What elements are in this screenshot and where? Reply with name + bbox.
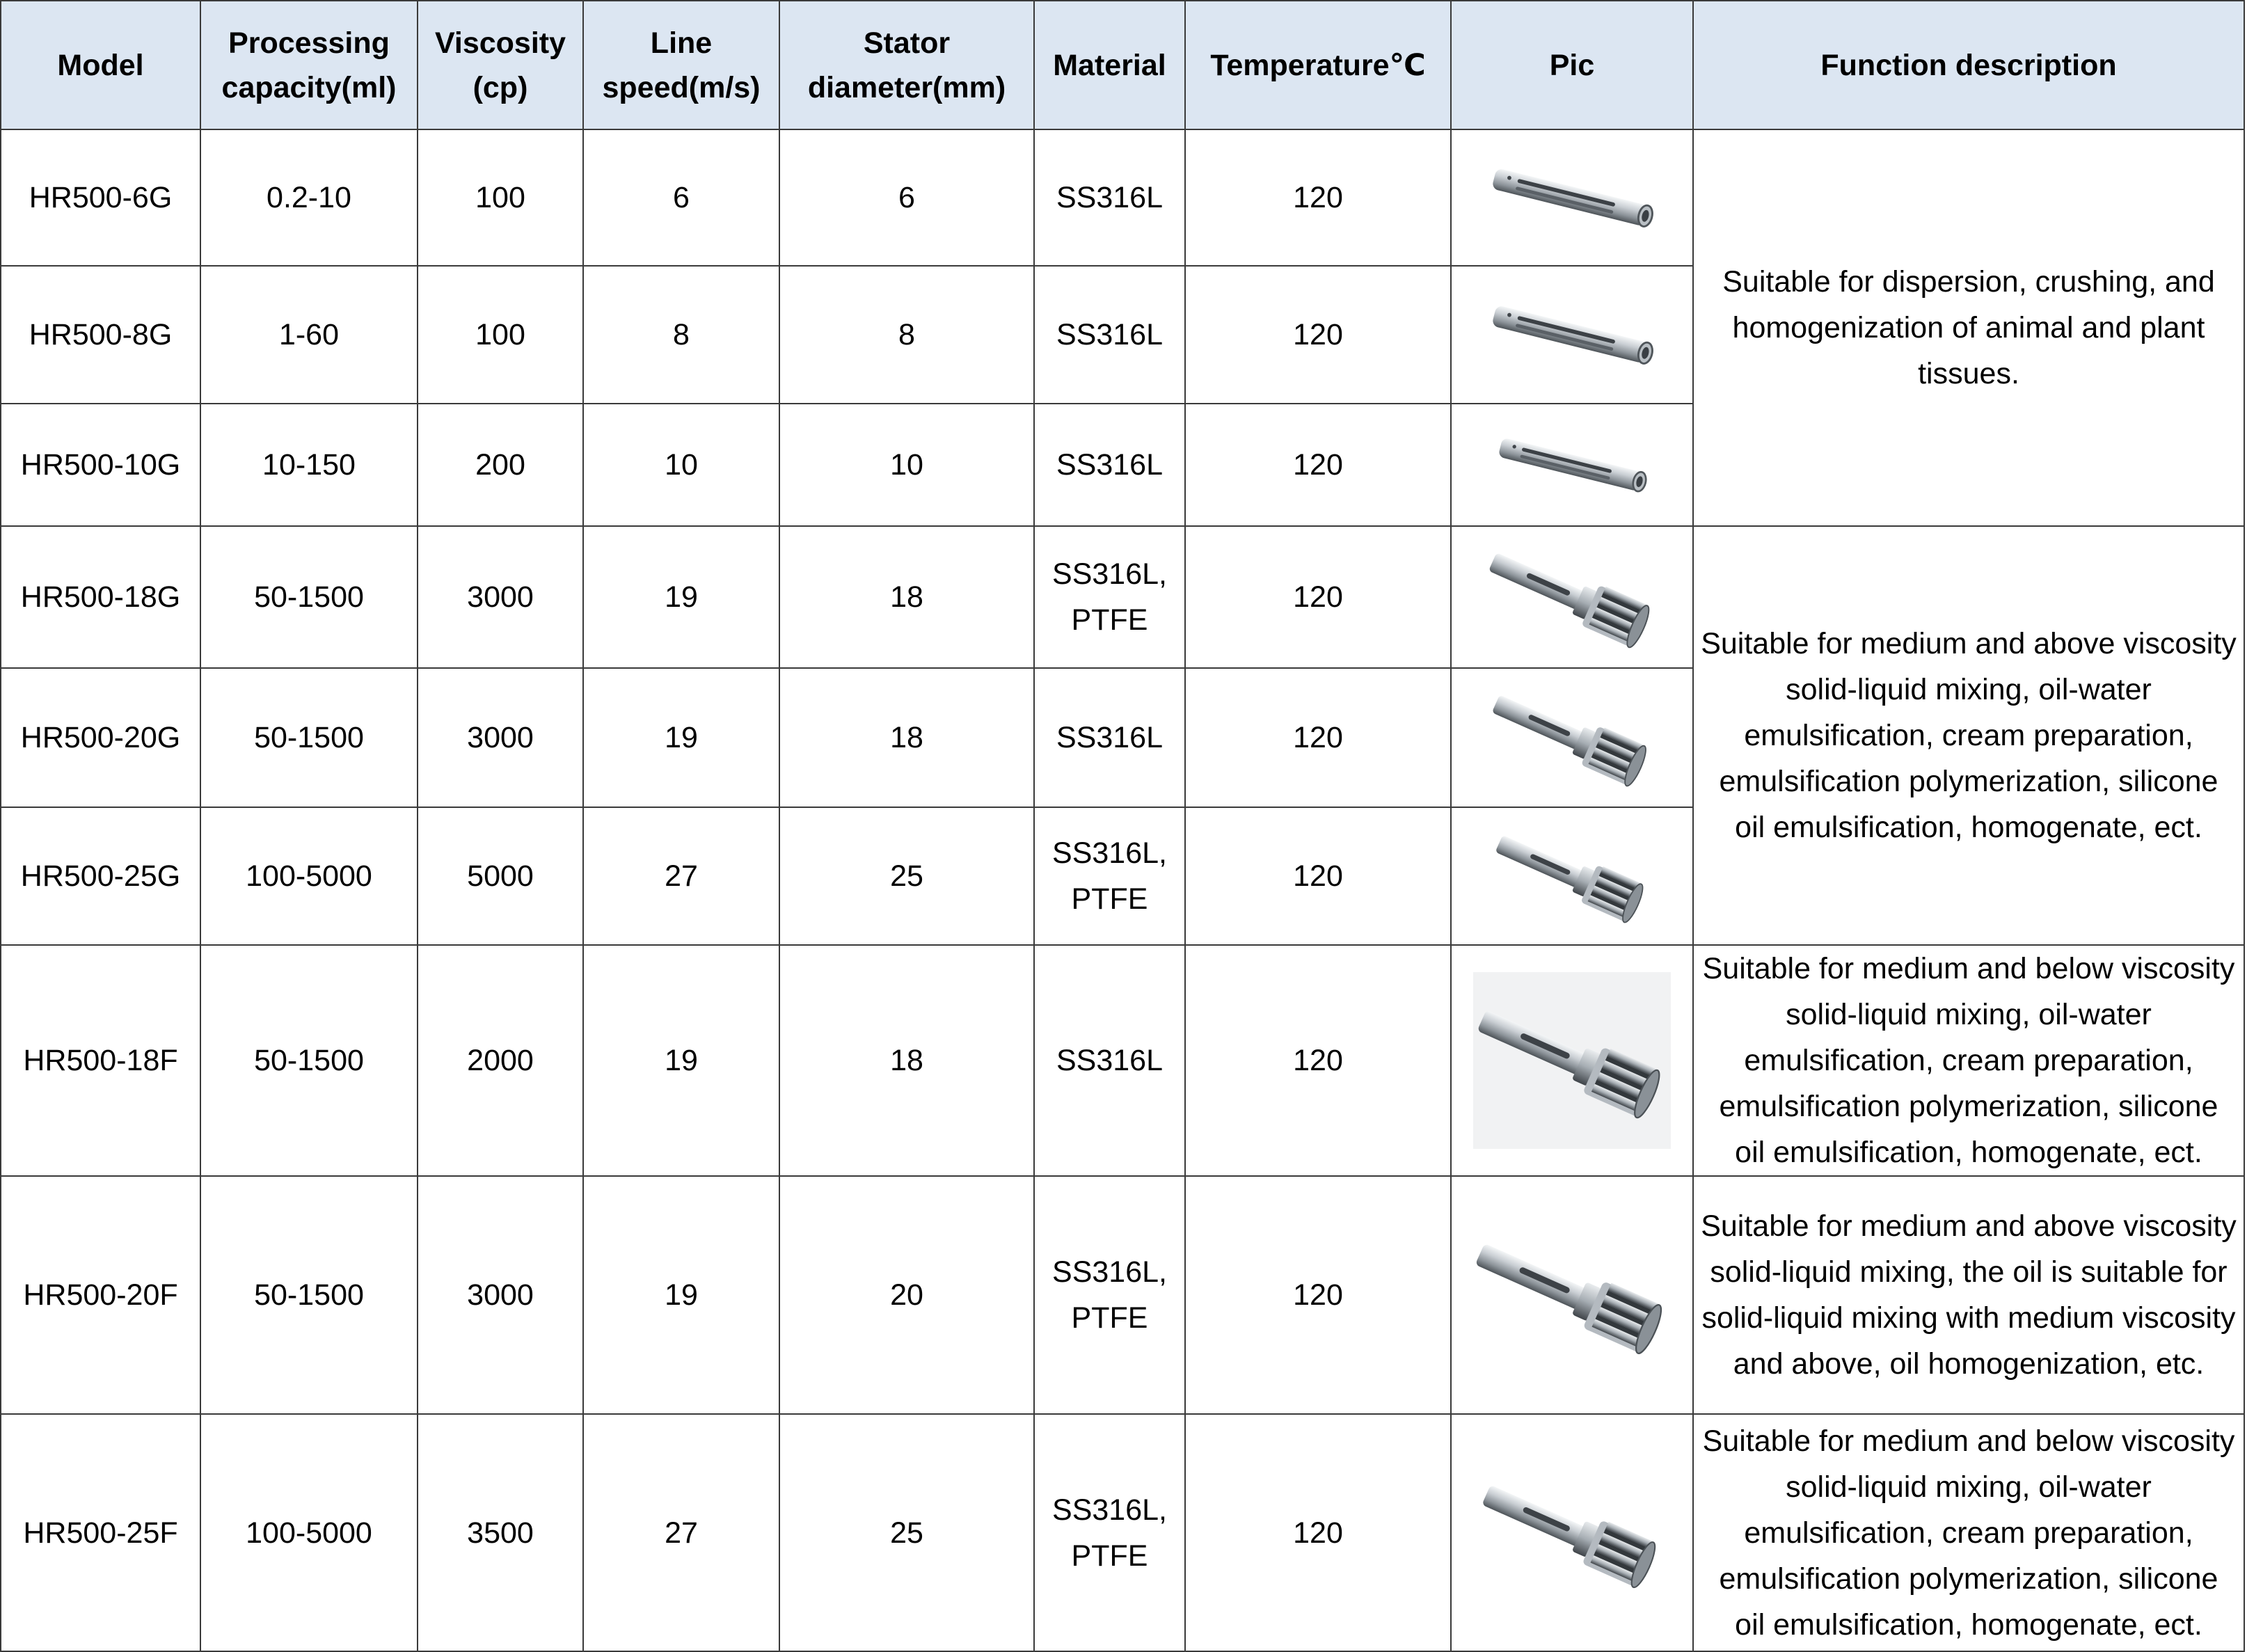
cell-temperature: 120 — [1185, 266, 1451, 404]
cell-viscosity: 100 — [418, 266, 583, 404]
cell-material: SS316L — [1034, 945, 1185, 1176]
cell-material: SS316L — [1034, 404, 1185, 526]
table-row — [1, 129, 2244, 266]
cell-capacity: 100-5000 — [200, 807, 418, 945]
cell-temperature: 120 — [1185, 526, 1451, 668]
cell-model: HR500-10G — [1, 404, 200, 526]
cell-material: SS316L — [1034, 129, 1185, 266]
cell-function-description: Suitable for medium and below viscosity solid-liquid mixing, oil-water emulsification, cream preparation, emulsification polymerization, silicone oil emulsification, homogenate, ect. — [1693, 1414, 2244, 1651]
cell-viscosity: 200 — [418, 404, 583, 526]
cell-line-speed: 10 — [583, 404, 779, 526]
cell-viscosity: 2000 — [418, 945, 583, 1176]
cell-model: HR500-18F — [1, 945, 200, 1176]
cell-function-description: Suitable for dispersion, crushing, and homogenization of animal and plant tissues. — [1693, 129, 2244, 526]
cell-material: SS316L — [1034, 668, 1185, 807]
cell-line-speed: 8 — [583, 266, 779, 404]
cell-viscosity: 5000 — [418, 807, 583, 945]
cell-model: HR500-8G — [1, 266, 200, 404]
table-row — [1, 945, 2244, 1176]
slotted-probe-icon — [1485, 156, 1659, 239]
header-function-description: Function description — [1693, 1, 2244, 129]
cell-temperature: 120 — [1185, 404, 1451, 526]
header-stator-diameter: Stator diameter(mm) — [779, 1, 1034, 129]
toothed-rotor-probe-icon — [1473, 972, 1671, 1149]
header-viscosity: Viscosity (cp) — [418, 1, 583, 129]
cell-function-description: Suitable for medium and above viscosity solid-liquid mixing, oil-water emulsification, cream preparation, emulsification polymerization, silicone oil emulsification, homogenate, ect. — [1693, 526, 2244, 945]
slotted-probe-icon — [1485, 289, 1659, 380]
cell-material: SS316L, PTFE — [1034, 807, 1185, 945]
cell-model: HR500-25G — [1, 807, 200, 945]
cell-viscosity: 3000 — [418, 526, 583, 668]
cell-line-speed: 27 — [583, 1414, 779, 1651]
cell-viscosity: 100 — [418, 129, 583, 266]
cell-stator-diameter: 25 — [779, 807, 1034, 945]
cell-line-speed: 19 — [583, 1176, 779, 1414]
header-row — [1, 1, 2244, 129]
cell-capacity: 50-1500 — [200, 1176, 418, 1414]
cell-model: HR500-6G — [1, 129, 200, 266]
table-row — [1, 1414, 2244, 1651]
cell-model: HR500-25F — [1, 1414, 200, 1651]
cell-model: HR500-20G — [1, 668, 200, 807]
header-capacity: Processing capacity(ml) — [200, 1, 418, 129]
cell-line-speed: 27 — [583, 807, 779, 945]
cell-temperature: 120 — [1185, 1176, 1451, 1414]
toothed-rotor-probe-icon — [1492, 820, 1652, 932]
cell-capacity: 1-60 — [200, 266, 418, 404]
cell-line-speed: 6 — [583, 129, 779, 266]
cell-line-speed: 19 — [583, 945, 779, 1176]
cell-material: SS316L, PTFE — [1034, 526, 1185, 668]
cell-pic — [1451, 526, 1693, 668]
cell-capacity: 50-1500 — [200, 668, 418, 807]
cell-stator-diameter: 18 — [779, 526, 1034, 668]
toothed-rotor-probe-icon — [1478, 1456, 1666, 1610]
cell-function-description: Suitable for medium and below viscosity solid-liquid mixing, oil-water emulsification, cream preparation, emulsification polymerization, silicone oil emulsification, homogenate, ect. — [1693, 945, 2244, 1176]
cell-viscosity: 3000 — [418, 1176, 583, 1414]
toothed-rotor-probe-icon — [1471, 1215, 1673, 1375]
cell-pic — [1451, 945, 1693, 1176]
cell-stator-diameter: 6 — [779, 129, 1034, 266]
cell-pic — [1451, 668, 1693, 807]
cell-stator-diameter: 18 — [779, 945, 1034, 1176]
cell-stator-diameter: 20 — [779, 1176, 1034, 1414]
cell-stator-diameter: 8 — [779, 266, 1034, 404]
cell-temperature: 120 — [1185, 807, 1451, 945]
toothed-rotor-probe-icon — [1488, 678, 1656, 797]
cell-viscosity: 3500 — [418, 1414, 583, 1651]
cell-capacity: 0.2-10 — [200, 129, 418, 266]
cell-stator-diameter: 25 — [779, 1414, 1034, 1651]
cell-material: SS316L — [1034, 266, 1185, 404]
cell-model: HR500-20F — [1, 1176, 200, 1414]
cell-stator-diameter: 18 — [779, 668, 1034, 807]
cell-temperature: 120 — [1185, 945, 1451, 1176]
cell-temperature: 120 — [1185, 1414, 1451, 1651]
table-row — [1, 526, 2244, 668]
slotted-probe-icon — [1492, 423, 1652, 507]
cell-model: HR500-18G — [1, 526, 200, 668]
header-material: Material — [1034, 1, 1185, 129]
table-row — [1, 1176, 2244, 1414]
header-line-speed: Line speed(m/s) — [583, 1, 779, 129]
header-model: Model — [1, 1, 200, 129]
cell-viscosity: 3000 — [418, 668, 583, 807]
cell-material: SS316L, PTFE — [1034, 1176, 1185, 1414]
cell-pic — [1451, 1176, 1693, 1414]
cell-stator-diameter: 10 — [779, 404, 1034, 526]
cell-pic — [1451, 129, 1693, 266]
toothed-rotor-probe-icon — [1485, 538, 1659, 656]
cell-line-speed: 19 — [583, 526, 779, 668]
cell-pic — [1451, 404, 1693, 526]
cell-capacity: 50-1500 — [200, 526, 418, 668]
cell-temperature: 120 — [1185, 668, 1451, 807]
cell-capacity: 10-150 — [200, 404, 418, 526]
cell-pic — [1451, 807, 1693, 945]
cell-pic — [1451, 1414, 1693, 1651]
cell-capacity: 100-5000 — [200, 1414, 418, 1651]
header-pic: Pic — [1451, 1, 1693, 129]
cell-function-description: Suitable for medium and above viscosity solid-liquid mixing, the oil is suitable for solid-liquid mixing with medium viscosity and above, oil homogenization, etc. — [1693, 1176, 2244, 1414]
cell-line-speed: 19 — [583, 668, 779, 807]
cell-capacity: 50-1500 — [200, 945, 418, 1176]
cell-material: SS316L, PTFE — [1034, 1414, 1185, 1651]
cell-temperature: 120 — [1185, 129, 1451, 266]
cell-pic — [1451, 266, 1693, 404]
header-temperature: Temperature℃ — [1185, 1, 1451, 129]
